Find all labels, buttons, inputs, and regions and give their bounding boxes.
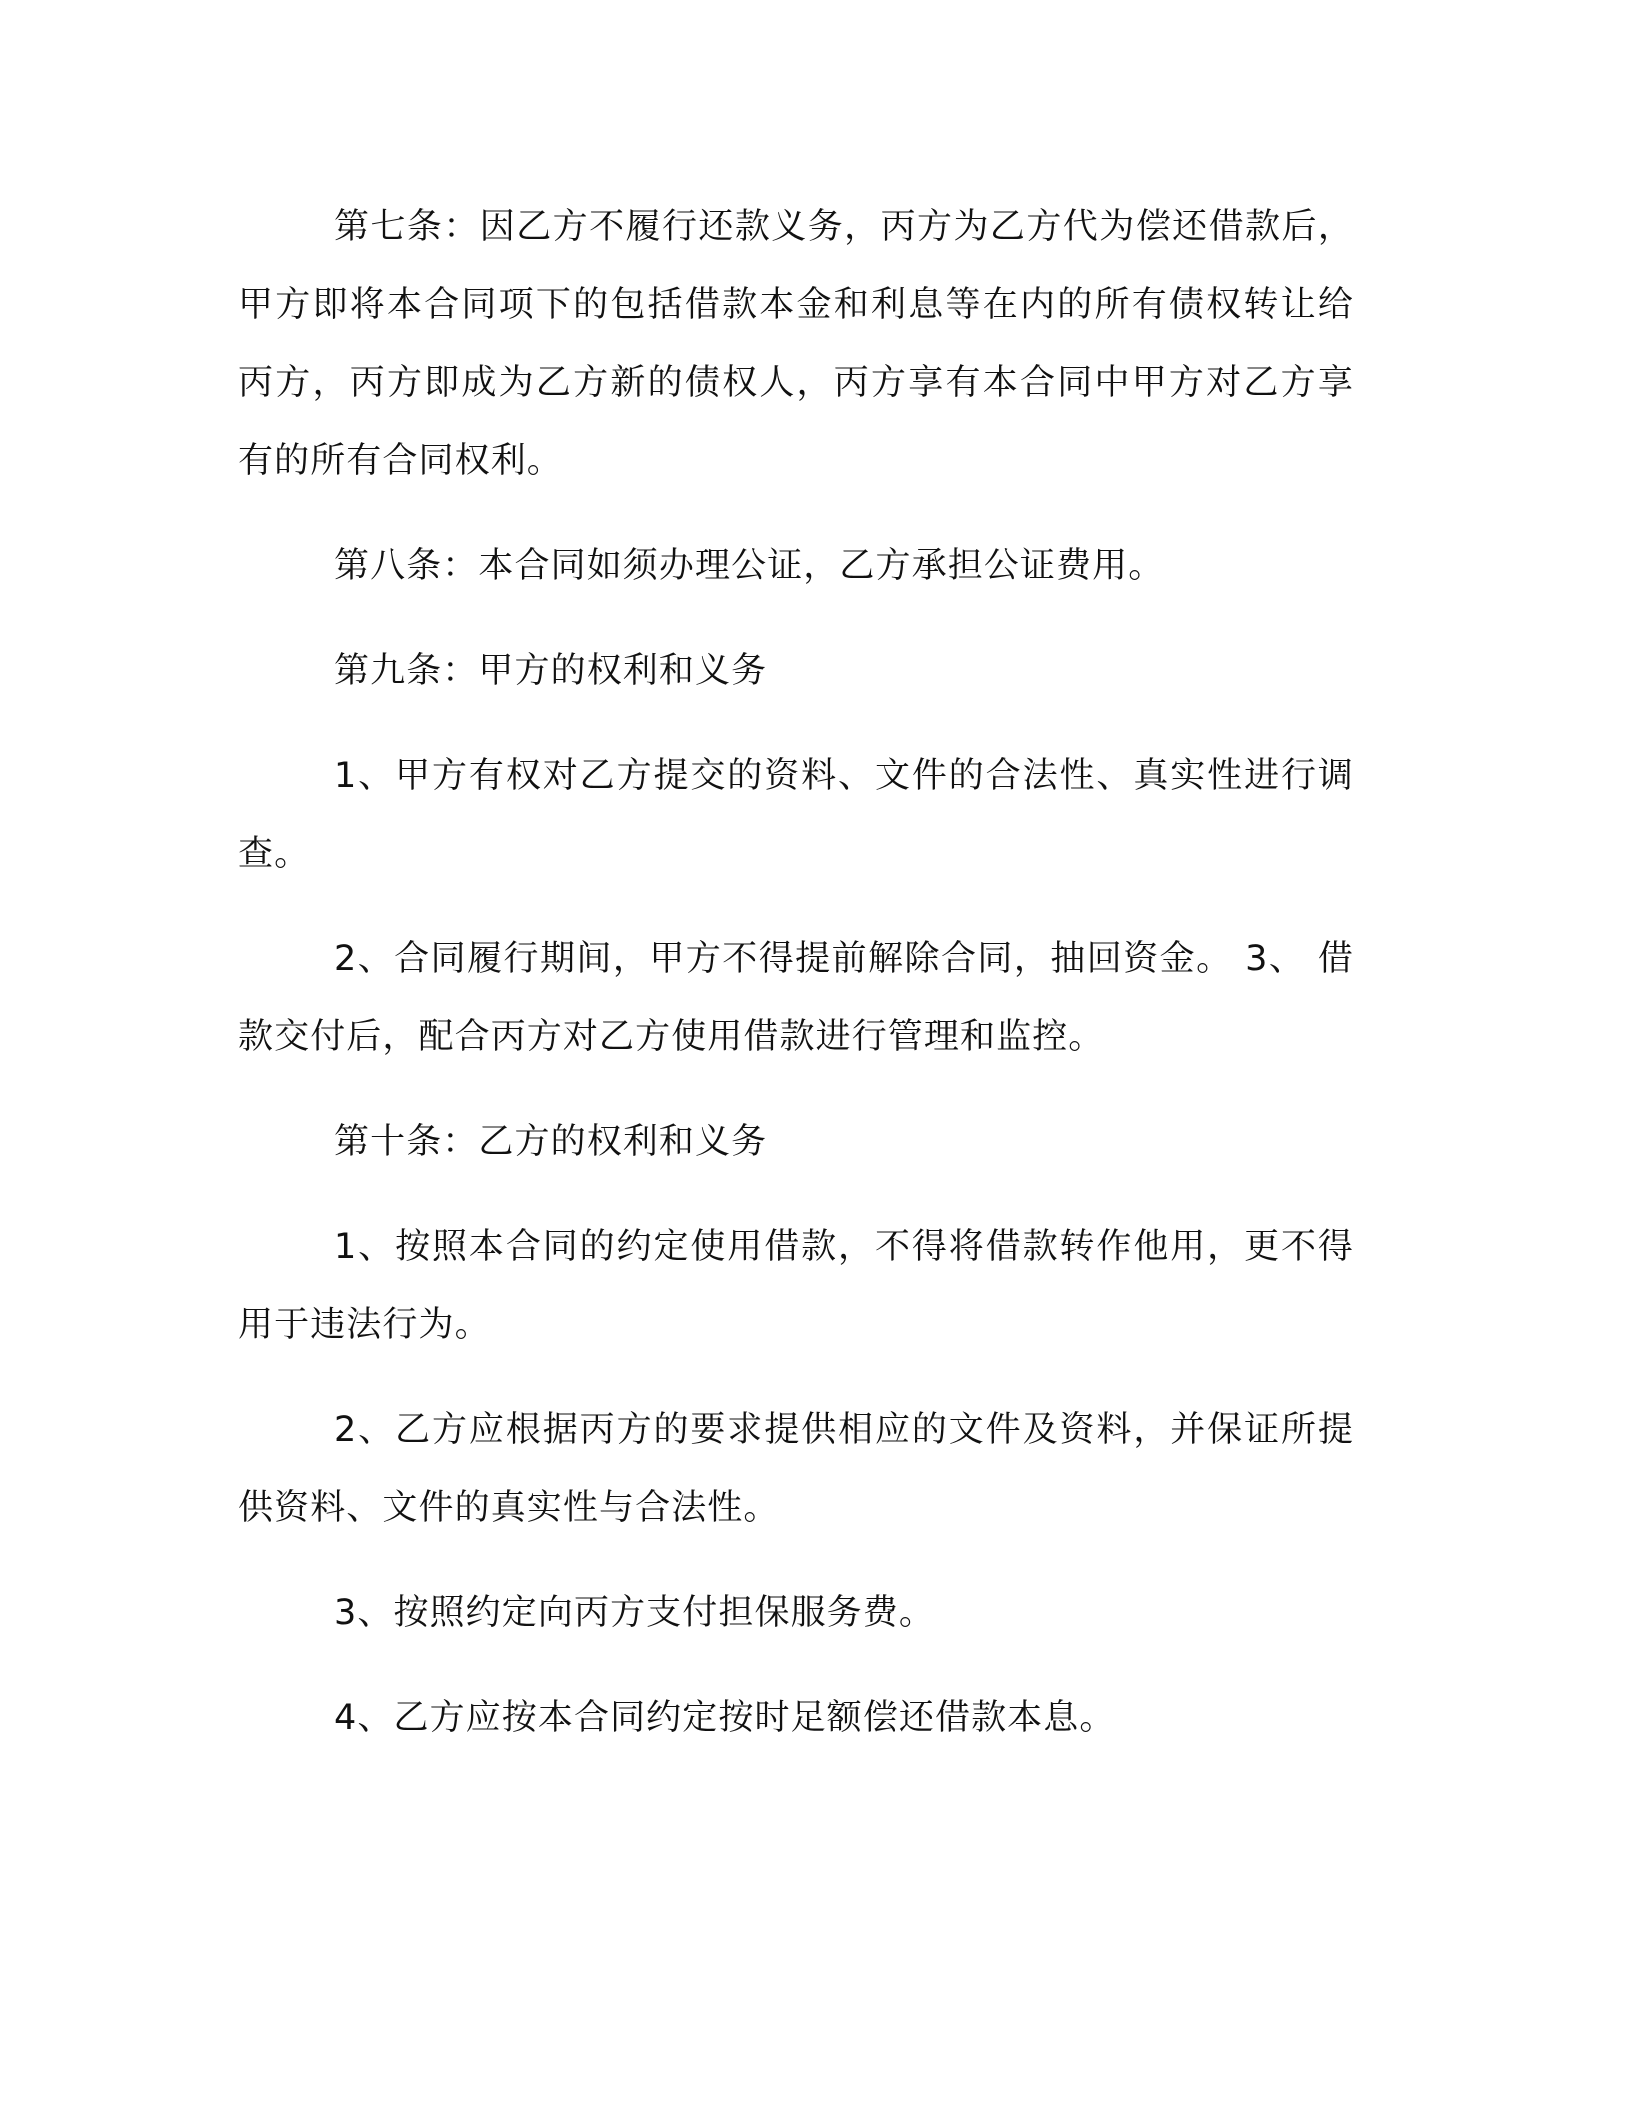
article-9-item-2-3: 2、合同履行期间，甲方不得提前解除合同，抽回资金。 3、 借款交付后，配合丙方对乙方使用借款进行管理和监控。 xyxy=(238,939,1354,1057)
article-10-item-3: 3、按照约定向丙方支付担保服务费。 xyxy=(334,1593,935,1633)
article-10-item-2: 2、乙方应根据丙方的要求提供相应的文件及资料，并保证所提供资料、文件的真实性与合法性。 xyxy=(238,1410,1354,1528)
document-body xyxy=(238,188,1354,1757)
article-10-item-4: 4、乙方应按本合同约定按时足额偿还借款本息。 xyxy=(334,1698,1116,1738)
article-10-heading: 第十条：乙方的权利和义务 xyxy=(334,1122,768,1162)
article-10-item-1: 1、按照本合同的约定使用借款，不得将借款转作他用，更不得用于违法行为。 xyxy=(238,1227,1354,1345)
article-9-item-1: 1、甲方有权对乙方提交的资料、文件的合法性、真实性进行调查。 xyxy=(238,756,1354,874)
article-9-heading: 第九条：甲方的权利和义务 xyxy=(334,651,768,691)
article-7-paragraph: 第七条：因乙方不履行还款义务，丙方为乙方代为偿还借款后，甲方即将本合同项下的包括借款本金和利息等在内的所有债权转让给丙方，丙方即成为乙方新的债权人，丙方享有本合同中甲方对乙方享有的所有合同权利。 xyxy=(238,207,1354,481)
article-8-paragraph: 第八条：本合同如须办理公证，乙方承担公证费用。 xyxy=(334,546,1165,586)
